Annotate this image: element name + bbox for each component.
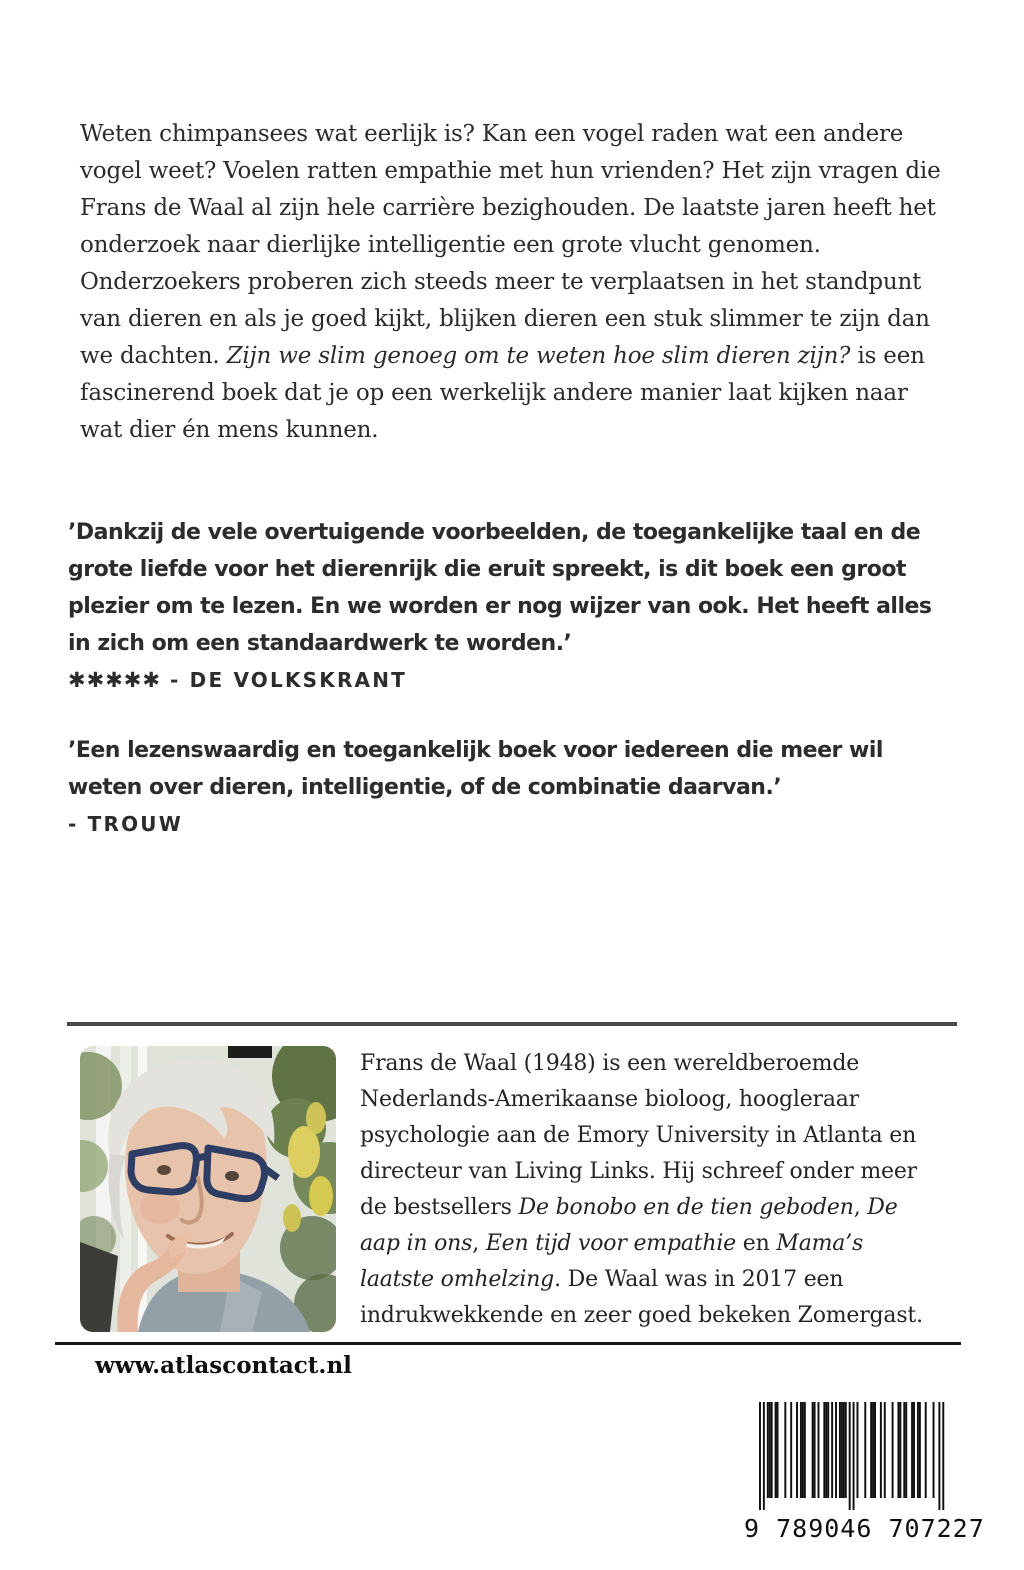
blurb-paragraph: Weten chimpansees wat eerlijk is? Kan een vogel raden wat een andere vogel weet? Voelen ratten empathie met hun vrienden? Het zijn vragen die Frans de Waal al zijn hele carrière bezighouden. De laatste jaren heeft het onderzoek naar dierlijke intelligentie een grote vlucht genomen. Onderzoekers proberen zich steeds meer te verplaatsen in het standpunt van dieren en als je goed kijkt, blijken dieren een stuk slimmer te zijn dan we dachten. Zijn we slim genoeg om te weten hoe slim dieren zijn? is een fascinerend boek dat je op een werkelijk andere manier laat kijken naar wat dier én mens kunnen. <box>80 121 941 443</box>
publisher-website: www.atlascontact.nl <box>95 1352 352 1379</box>
review-source-volkskrant: - DE VOLKSKRANT <box>169 668 408 692</box>
barcode-number: 9 789046 707227 <box>744 1514 985 1543</box>
author-photo <box>80 1046 336 1332</box>
review-attribution-volkskrant <box>68 668 952 692</box>
author-portrait-illustration <box>80 1046 336 1332</box>
divider-line-bottom <box>55 1342 961 1345</box>
review-quote-volkskrant: ’Dankzij de vele overtuigende voorbeelden, de toegankelijke taal en de grote liefde voor het dierenrijk die eruit spreekt, is dit boek een groot plezier om te lezen. En we worden er nog wijzer van ook. Het heeft alles in zich om een standaardwerk te worden.’ <box>68 520 932 656</box>
review-attribution-trouw <box>68 812 952 836</box>
review-quote-trouw: ’Een lezenswaardig en toegankelijk boek voor iedereen die meer wil weten over dieren, intelligentie, of de combinatie daarvan.’ <box>68 738 883 800</box>
review-trouw <box>68 732 952 836</box>
author-bio: Frans de Waal (1948) is een wereldberoemde Nederlands-Amerikaanse bioloog, hoogleraar psychologie aan de Emory University in Atlanta en directeur van Living Links. Hij schreef onder meer de bestsellers De bonobo en de tien geboden, De aap in ons, Een tijd voor empathie en Mama’s laatste omhelzing. De Waal was in 2017 een indrukwekkende en zeer goed bekeken Zomergast. <box>360 1051 923 1328</box>
review-source-trouw: - TROUW <box>68 812 184 836</box>
barcode <box>744 1402 985 1543</box>
star-rating: ✱✱✱✱✱ <box>68 668 161 692</box>
divider-line-top <box>67 1022 957 1026</box>
review-volkskrant <box>68 514 952 692</box>
barcode-bars <box>754 1402 950 1512</box>
